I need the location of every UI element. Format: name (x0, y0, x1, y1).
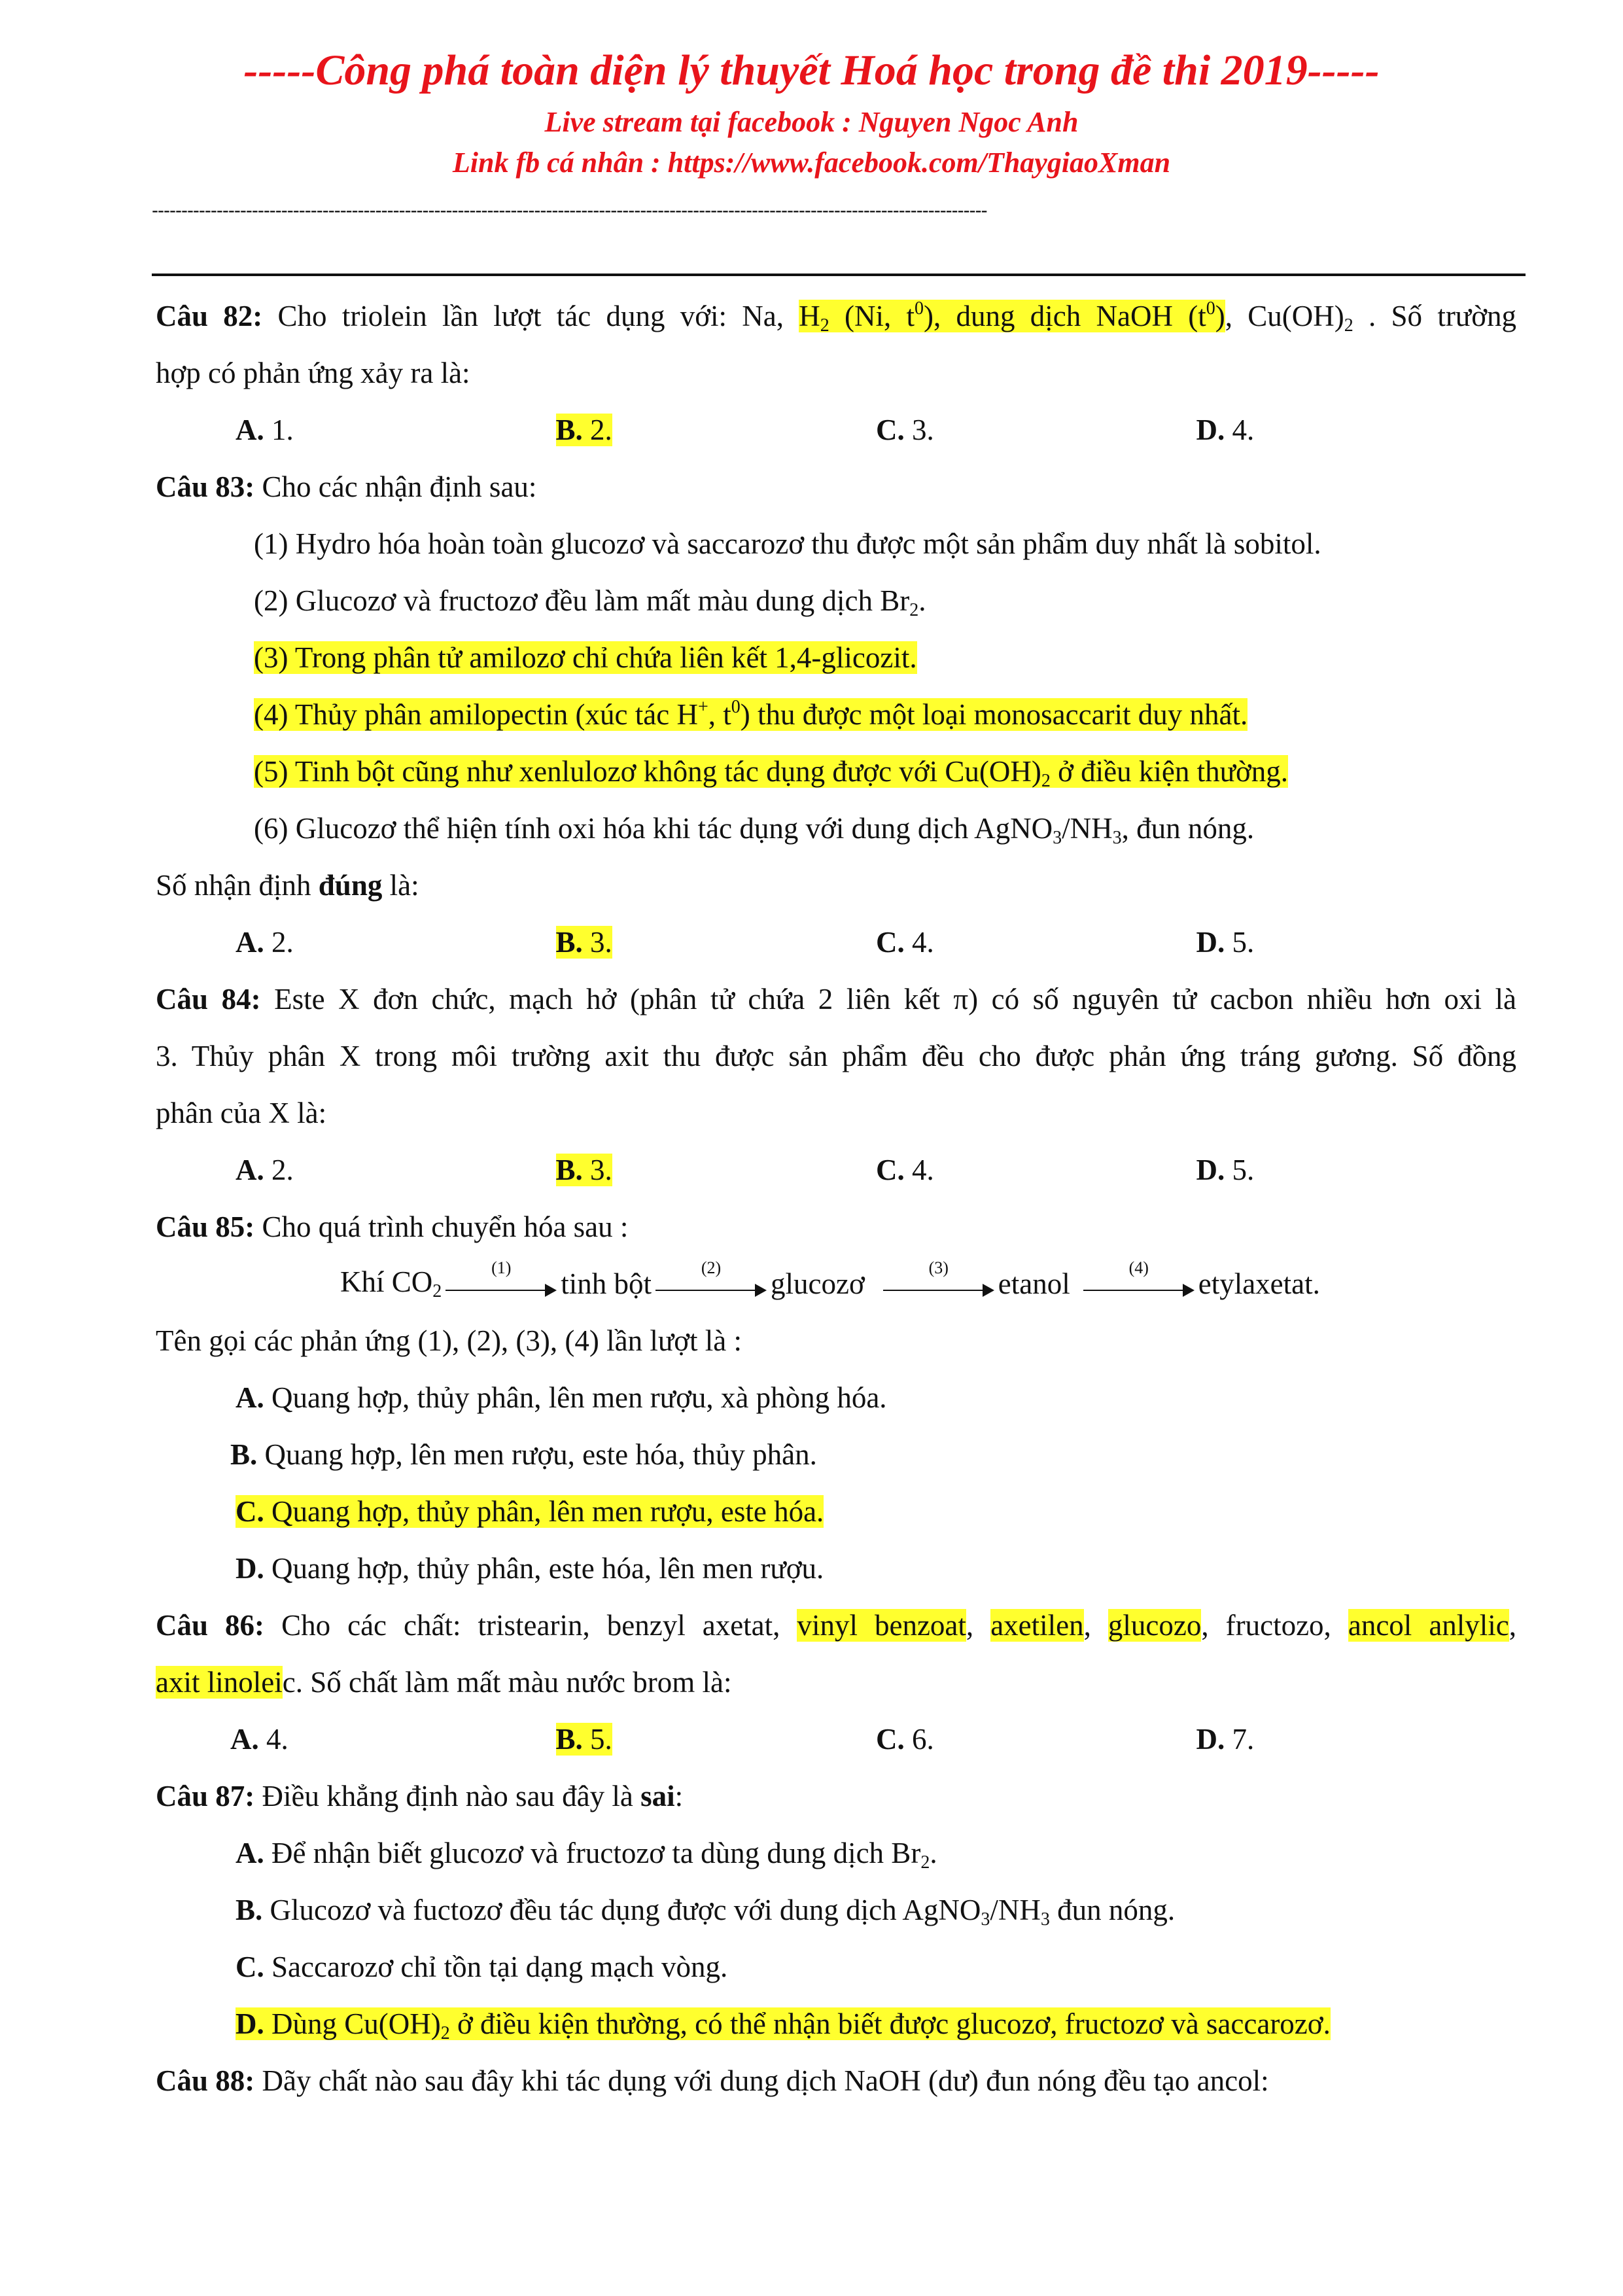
option-c[interactable] (156, 1939, 1516, 1996)
question-82-label: Câu 82: (156, 300, 263, 332)
arrow-head-icon (545, 1284, 557, 1297)
header-separator: ---------------------------------------------------------------------------------------------------------------------------------------------- (152, 200, 987, 219)
option-letter: C. (876, 926, 905, 959)
option-sub: 3 (981, 1909, 990, 1930)
option-text: 4. (258, 1723, 288, 1756)
option-text: 4. (1225, 414, 1255, 446)
statement-6 (156, 800, 1516, 857)
question-84-label: Câu 84: (156, 983, 261, 1016)
s5-sub: 2 (1041, 771, 1051, 791)
s4-text: (4) Thủy phân amilopectin (xúc tác H (254, 698, 698, 731)
reaction-scheme (156, 1256, 1516, 1313)
option-text: 3. (582, 926, 612, 959)
reaction-arrow-3 (883, 1258, 994, 1298)
reaction-arrow-2 (655, 1258, 767, 1298)
option-b[interactable] (156, 1426, 1516, 1483)
option-d[interactable] (156, 1996, 1516, 2053)
answer-highlight (556, 414, 612, 446)
comma: , (1083, 1609, 1108, 1642)
s6-sub1: 3 (1053, 828, 1062, 848)
question-88-line1 (156, 2053, 1516, 2110)
s2-sub: 2 (909, 600, 919, 620)
statement-3 (156, 629, 1516, 686)
option-b[interactable] (556, 402, 877, 459)
s5-highlight (254, 755, 1289, 791)
question-86-label: Câu 86: (156, 1609, 265, 1642)
option-mid: /NH (990, 1894, 1041, 1926)
option-a[interactable] (236, 914, 556, 971)
q88-text: Dãy chất nào sau đây khi tác dụng với dung dịch NaOH (dư) đun nóng đều tạo ancol: (254, 2064, 1269, 2097)
option-letter: A. (236, 926, 264, 959)
s6-sub2: 3 (1112, 828, 1122, 848)
question-88-label: Câu 88: (156, 2064, 255, 2097)
q84-text: Este X đơn chức, mạch hở (phân tử chứa 2 liên kết π) có số nguyên tử cacbon nhiều hơn oxi là (260, 983, 1516, 1016)
question-87-line1 (156, 1768, 1516, 1825)
q82-sup2: 0 (1206, 298, 1215, 319)
option-letter: C. (876, 1154, 905, 1186)
question-86-line2 (156, 1654, 1516, 1711)
arrow-head-icon (983, 1284, 994, 1297)
reaction-arrow-4 (1083, 1258, 1195, 1298)
question-83-options (156, 914, 1516, 971)
arrow-label: (4) (1128, 1258, 1149, 1277)
option-text: 7. (1225, 1723, 1255, 1756)
option-d[interactable] (1196, 1142, 1517, 1199)
option-text: Quang hợp, lên men rượu, este hóa, thủy phân. (257, 1438, 817, 1471)
answer-highlight (236, 1495, 824, 1528)
q87-colon: : (674, 1780, 684, 1812)
option-c[interactable] (156, 1483, 1516, 1540)
option-a[interactable] (156, 1369, 1516, 1426)
s2-text: (2) Glucozơ và fructozơ đều làm mất màu dung dịch Br (254, 584, 910, 617)
option-b[interactable] (156, 1882, 1516, 1939)
s6-mid: /NH (1062, 812, 1113, 845)
arrow-head-icon (755, 1284, 767, 1297)
option-a[interactable] (230, 1711, 551, 1768)
q87-bold: sai (640, 1780, 675, 1812)
option-letter: C. (236, 1951, 264, 1983)
option-end: đun nóng. (1049, 1894, 1176, 1926)
question-83-line1 (156, 459, 1516, 516)
option-letter: D. (1196, 414, 1225, 446)
option-letter: A. (236, 1381, 264, 1414)
question-85-ask: Tên gọi các phản ứng (1), (2), (3), (4) lần lượt là : (156, 1324, 742, 1357)
question-82-line2: hợp có phản ứng xảy ra là: (156, 357, 470, 389)
hl-ancol-anlylic: ancol anlylic (1348, 1609, 1509, 1642)
q86-fructozo: , fructozo, (1201, 1609, 1348, 1642)
s6-end: , đun nóng. (1121, 812, 1255, 845)
option-sub: 2 (440, 2023, 450, 2043)
question-85-line1 (156, 1199, 1516, 1256)
option-text: Quang hợp, thủy phân, lên men rượu, xà phòng hóa. (264, 1381, 887, 1414)
header-livestream: Live stream tại facebook : Nguyen Ngoc Anh (544, 106, 1079, 138)
question-85-label: Câu 85: (156, 1210, 255, 1243)
page-header (0, 39, 1623, 183)
question-86-options (156, 1711, 1516, 1768)
option-text: 5. (1225, 1154, 1255, 1186)
option-letter: C. (876, 414, 905, 446)
q82-sup1: 0 (915, 298, 924, 319)
arrow-label: (2) (701, 1258, 722, 1277)
option-c[interactable] (876, 1711, 1196, 1768)
option-letter: A. (236, 1837, 264, 1869)
option-letter: D. (236, 1552, 264, 1585)
option-sub: 3 (1040, 1909, 1050, 1930)
s2-end: . (918, 584, 926, 617)
arrow-label: (3) (928, 1258, 949, 1277)
option-letter: D. (1196, 926, 1225, 959)
q85-intro: Cho quá trình chuyển hóa sau : (254, 1210, 629, 1243)
s4-end: ) thu được một loại monosaccarit duy nhất. (740, 698, 1248, 731)
q87-intro: Điều khẳng định nào sau đây là (254, 1780, 641, 1812)
option-c[interactable] (876, 1142, 1196, 1199)
option-letter: C. (876, 1723, 905, 1756)
option-text: Dùng Cu(OH) (264, 2007, 441, 2040)
option-text: 5. (582, 1723, 612, 1756)
question-86-line1 (156, 1597, 1516, 1654)
option-text: Quang hợp, thủy phân, este hóa, lên men rượu. (264, 1552, 824, 1585)
question-82-line1 (156, 288, 1516, 345)
q82-h2-sub: 2 (820, 315, 829, 336)
q82-naoh: ), dung dịch NaOH (t (924, 300, 1206, 332)
hl-axetilen: axetilen (990, 1609, 1084, 1642)
s4-highlight (254, 698, 1248, 731)
option-text: 4. (904, 1154, 934, 1186)
question-83-ask (156, 857, 1516, 914)
q82-text-end: . Số trường (1353, 300, 1516, 332)
q82-cuoh-sub: 2 (1344, 315, 1353, 336)
option-text: 5. (1225, 926, 1255, 959)
option-b[interactable] (556, 914, 877, 971)
option-letter: B. (555, 1154, 583, 1186)
option-text: Glucozơ và fuctozơ đều tác dụng được với dung dịch AgNO (262, 1894, 981, 1926)
arrow-label: (1) (491, 1258, 512, 1277)
option-a[interactable] (156, 1825, 1516, 1882)
option-a[interactable] (236, 1142, 556, 1199)
q82-ni: (Ni, t (829, 300, 915, 332)
header-link[interactable]: Link fb cá nhân : https://www.facebook.com/ThaygiaoXman (452, 147, 1171, 179)
reaction-arrow-1 (445, 1258, 557, 1298)
scheme-start (340, 1254, 442, 1315)
option-letter: B. (230, 1438, 258, 1471)
q82-h2: H (799, 300, 820, 332)
question-84-line2: 3. Thủy phân X trong môi trường axit thu được sản phẩm đều cho được phản ứng tráng gương. Số đồng (156, 1040, 1516, 1072)
option-text: 3. (582, 1154, 612, 1186)
answer-highlight (556, 926, 612, 959)
question-84-options (156, 1142, 1516, 1199)
option-text: 3. (904, 414, 934, 446)
ask-text: Số nhận định (156, 869, 319, 902)
option-letter: A. (230, 1723, 259, 1756)
s6-text: (6) Glucozơ thể hiện tính oxi hóa khi tác dụng với dung dịch AgNO (254, 812, 1053, 845)
statement-4 (156, 686, 1516, 743)
option-letter: B. (236, 1894, 263, 1926)
hl-axit-linoleic: axit linolei (156, 1666, 283, 1699)
option-c[interactable] (876, 402, 1196, 459)
option-end: ở điều kiện thường, có thể nhận biết được glucozơ, fructozơ và saccarozơ. (449, 2007, 1331, 2040)
question-84-line1 (156, 971, 1516, 1028)
option-letter: D. (236, 2007, 264, 2040)
hl-vinyl-benzoat: vinyl benzoat (797, 1609, 966, 1642)
question-82-options (156, 402, 1516, 459)
option-text: 2. (264, 1154, 294, 1186)
option-end: . (930, 1837, 937, 1869)
arrow-head-icon (1183, 1284, 1195, 1297)
q82-highlight (799, 298, 1225, 336)
option-letter: B. (555, 926, 583, 959)
statement-1: (1) Hydro hóa hoàn toàn glucozơ và saccarozơ thu được một sản phẩm duy nhất là sobitol. (254, 527, 1321, 560)
option-letter: C. (236, 1495, 264, 1528)
option-letter: B. (555, 1723, 583, 1756)
co2-text: Khí CO (340, 1265, 433, 1298)
q82-text: Cho triolein lần lượt tác dụng với: Na, (262, 300, 799, 332)
option-c[interactable] (876, 914, 1196, 971)
question-83-label: Câu 83: (156, 470, 255, 503)
option-d[interactable] (1196, 914, 1517, 971)
option-d[interactable] (1196, 402, 1517, 459)
option-d[interactable] (1196, 1711, 1517, 1768)
s4-mid: , t (708, 698, 731, 731)
option-a[interactable] (236, 402, 556, 459)
question-84-line3: phân của X là: (156, 1097, 327, 1129)
q82-cuoh: , Cu(OH) (1225, 300, 1344, 332)
option-text: 6. (904, 1723, 934, 1756)
answer-highlight (556, 1154, 612, 1186)
answer-highlight (556, 1723, 612, 1756)
option-b[interactable] (556, 1142, 877, 1199)
product-etylaxetat: etylaxetat. (1198, 1267, 1320, 1300)
product-glucozo: glucozơ (771, 1267, 865, 1300)
option-letter: A. (236, 1154, 264, 1186)
option-text: Để nhận biết glucozơ và fructozơ ta dùng dung dịch Br (264, 1837, 921, 1869)
q86-ask: c. Số chất làm mất màu nước brom là: (282, 1666, 732, 1699)
option-letter: D. (1196, 1723, 1225, 1756)
option-sub: 2 (920, 1852, 930, 1873)
option-d[interactable] (156, 1540, 1516, 1597)
option-text: 2. (264, 926, 294, 959)
statement-2 (156, 573, 1516, 629)
option-text: Saccarozơ chỉ tồn tại dạng mạch vòng. (264, 1951, 728, 1983)
ask-end: là: (382, 869, 419, 902)
s3-text: (3) Trong phân tử amilozơ chỉ chứa liên kết 1,4-glicozit. (254, 641, 917, 674)
product-tinh-bot: tinh bột (561, 1267, 652, 1300)
q82-close: ) (1215, 300, 1225, 332)
comma: , (966, 1609, 991, 1642)
question-87-label: Câu 87: (156, 1780, 255, 1812)
s5-text: (5) Tinh bột cũng như xenlulozơ không tác dụng được với Cu(OH) (254, 755, 1041, 788)
option-text: 2. (582, 414, 612, 446)
ask-bold: đúng (318, 869, 383, 902)
option-letter: A. (236, 414, 264, 446)
option-b[interactable] (551, 1711, 877, 1768)
s4-sup2: 0 (731, 697, 741, 717)
product-etanol: etanol (998, 1267, 1070, 1300)
statement-5 (156, 743, 1516, 800)
comma: , (1509, 1609, 1517, 1642)
co2-sub: 2 (432, 1281, 442, 1301)
q86-text: Cho các chất: tristearin, benzyl axetat, (264, 1609, 797, 1642)
question-content (156, 288, 1516, 2110)
option-letter: B. (555, 414, 583, 446)
option-text: Quang hợp, thủy phân, lên men rượu, este hóa. (264, 1495, 824, 1528)
option-text: 4. (904, 926, 934, 959)
s4-sup1: + (697, 697, 708, 717)
s5-end: ở điều kiện thường. (1050, 755, 1289, 788)
header-title: -----Công phá toàn diện lý thuyết Hoá học trong đề thi 2019----- (243, 46, 1380, 94)
option-letter: D. (1196, 1154, 1225, 1186)
q83-intro: Cho các nhận định sau: (254, 470, 537, 503)
option-text: 1. (264, 414, 294, 446)
divider-rule (152, 274, 1526, 276)
hl-glucozo: glucozo (1108, 1609, 1202, 1642)
answer-highlight (236, 2007, 1331, 2043)
